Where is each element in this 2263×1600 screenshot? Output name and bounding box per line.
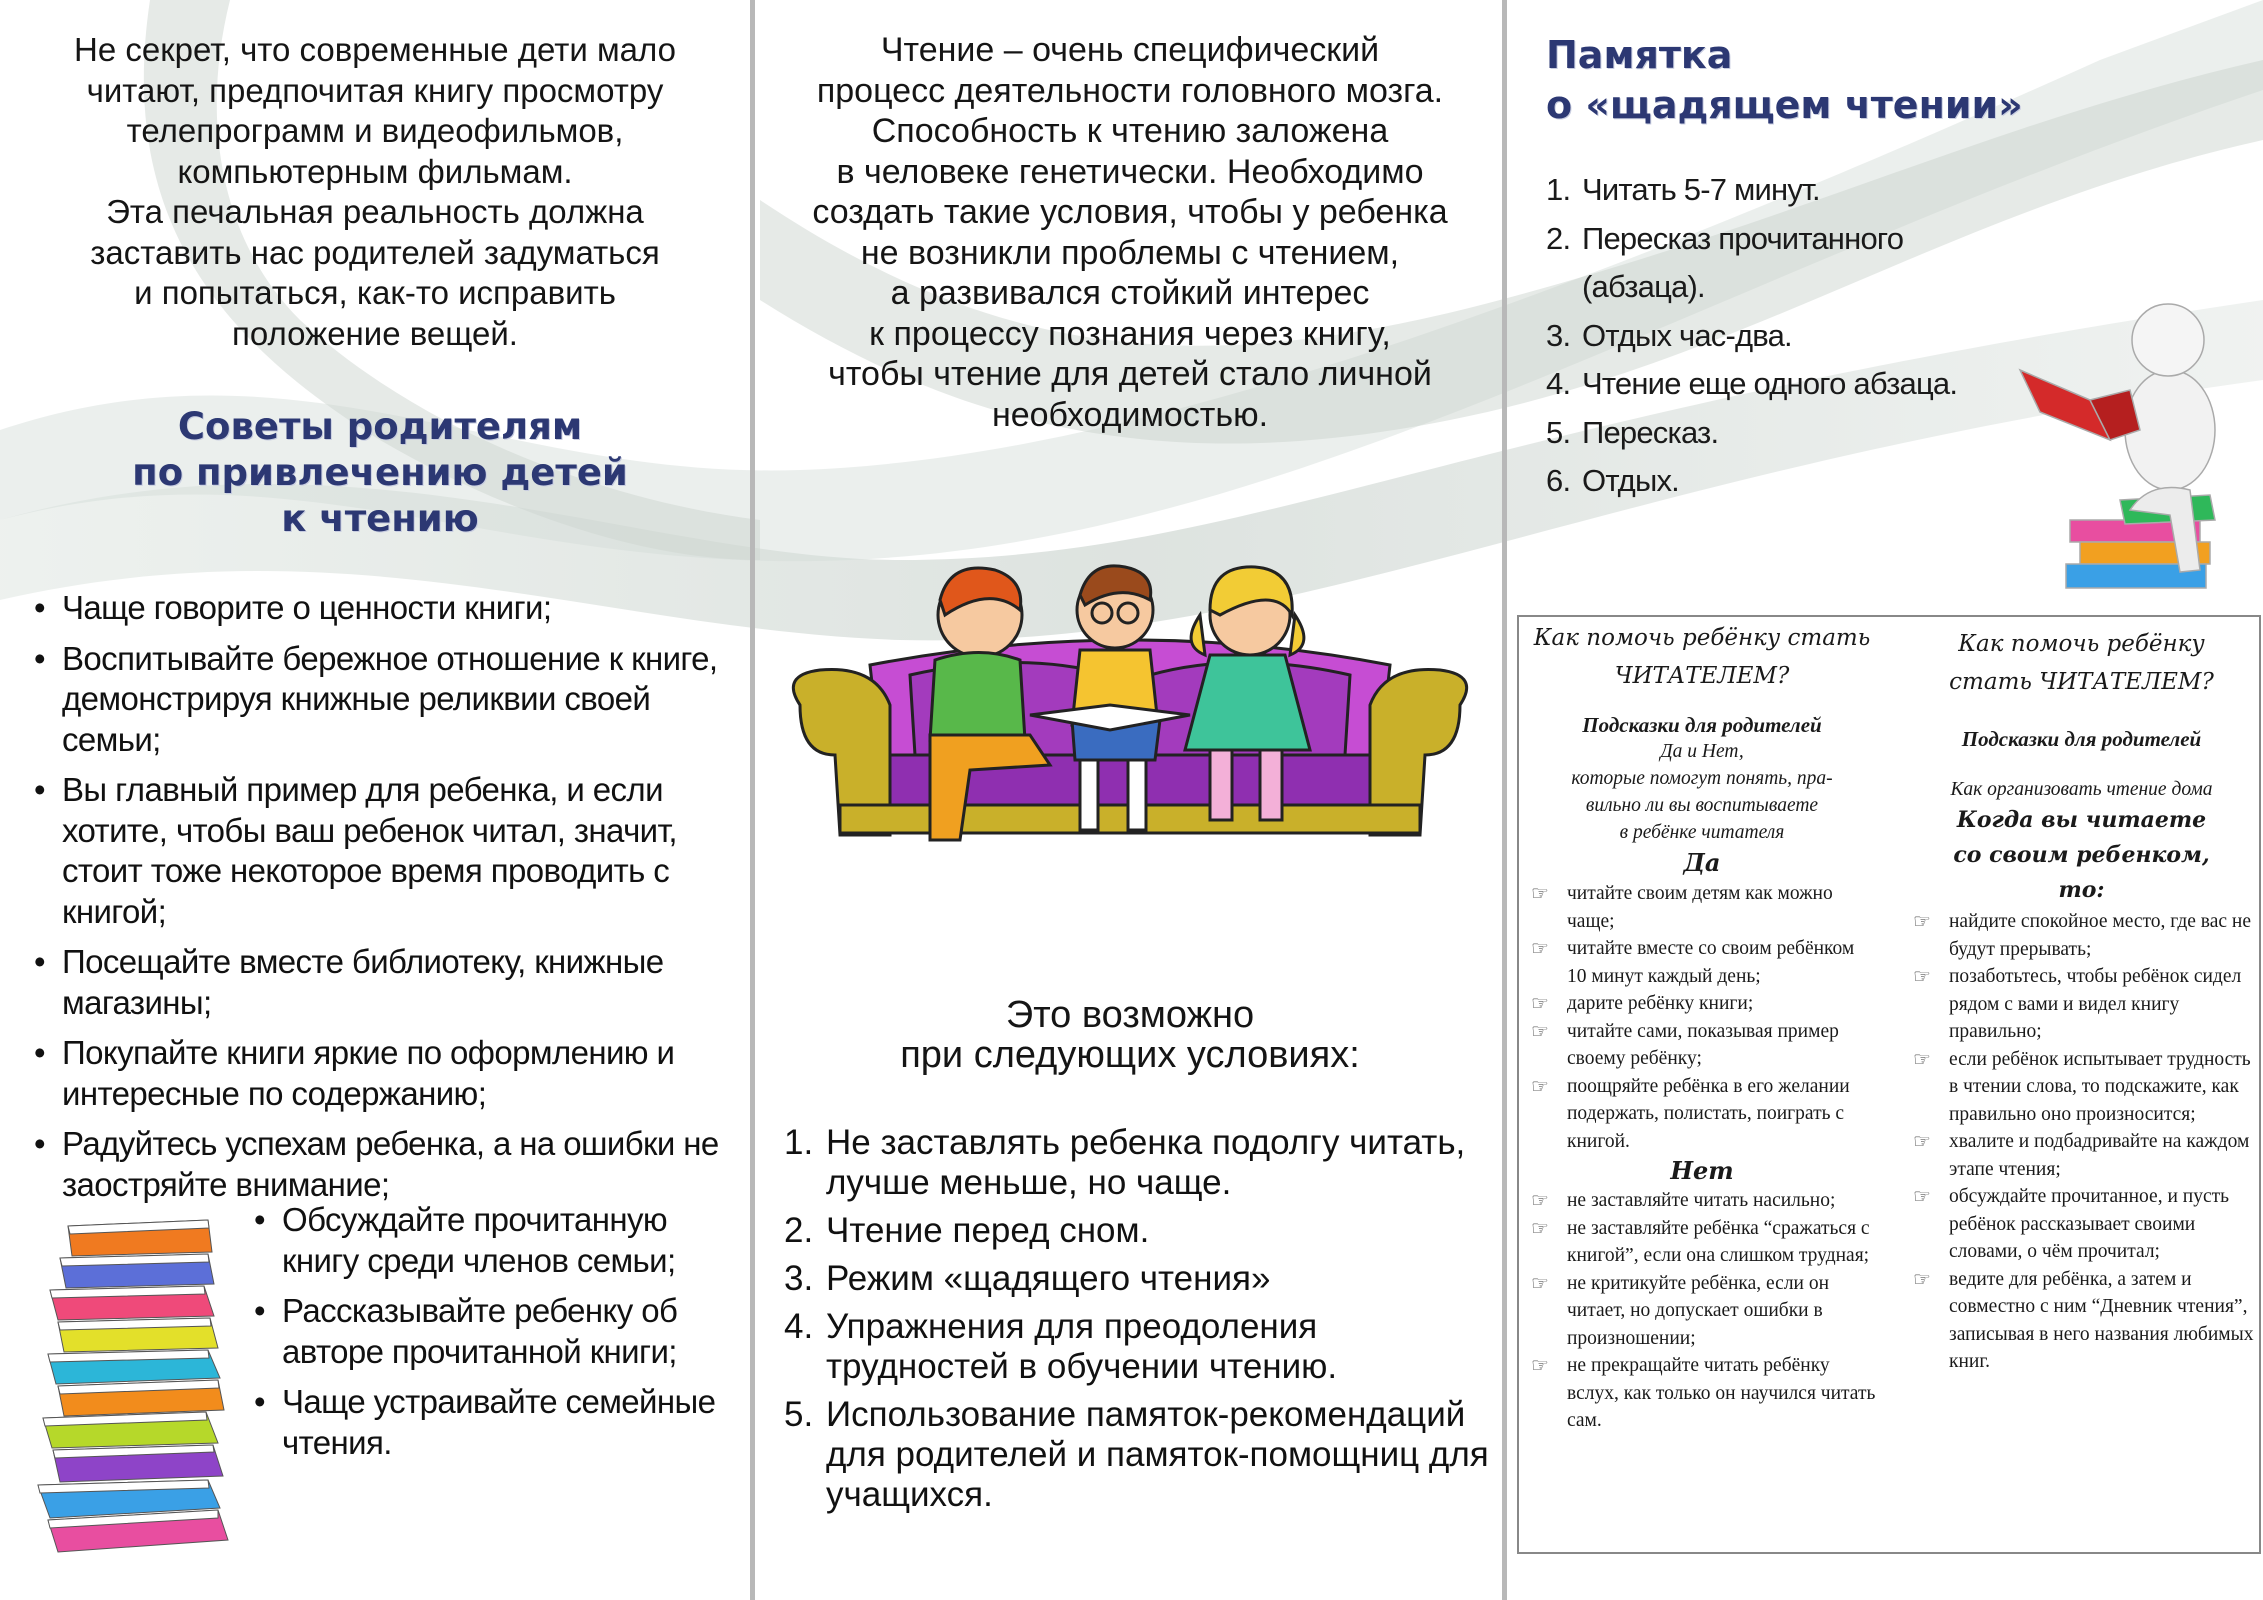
list-item: • Вы главный пример для ребенка, и если хотите, чтобы ваш ребенок читал, значит, стоит тоже некоторое время проводить с книгой; bbox=[32, 770, 737, 932]
list-item: ☞ читайте сами, показывая пример своему ребёнку; bbox=[1531, 1020, 1839, 1069]
list-item: ☞ не заставляйте читать насильно; bbox=[1527, 1187, 1877, 1215]
list-item: • Покупайте книги яркие по оформлению и интересные по содержанию; bbox=[32, 1033, 737, 1114]
list-item: ☞ хвалите и подбадривайте на каждом этапе чтения; bbox=[1913, 1131, 2250, 1180]
hint-subtitle: Да и Нет, которые помогут понять, пра- вильно ли вы воспитываете в ребёнке читателя bbox=[1571, 741, 1833, 843]
pointing-hand-icon: ☞ bbox=[1913, 1268, 1931, 1291]
pointing-hand-icon: ☞ bbox=[1913, 1186, 1931, 1208]
book-stack-illustration bbox=[28, 1200, 248, 1560]
conditions-title: Это возможно при следующих условиях: bbox=[900, 994, 1360, 1076]
list-item: 4. Упражнения для преодоления трудностей в обучении чтению. bbox=[784, 1307, 1338, 1386]
list-item: • Обсуждайте прочитанную книгу среди членов семьи; bbox=[252, 1200, 732, 1281]
hint-label: Подсказки для родителей bbox=[1961, 727, 2202, 751]
list-item: ☞ читайте вместе со своим ребёнком 10 минут каждый день; bbox=[1531, 938, 1855, 987]
list-item: 1. Не заставлять ребенка подолгу читать, лучше меньше, но чаще. bbox=[784, 1123, 1466, 1202]
middle-panel bbox=[760, 0, 1500, 1600]
pointing-hand-icon: ☞ bbox=[1531, 1217, 1549, 1240]
memo-steps bbox=[1546, 166, 1966, 506]
hint-label: Подсказки для родителей bbox=[1582, 713, 1822, 737]
panel-divider-left bbox=[750, 0, 755, 1600]
tips-column-right bbox=[1909, 617, 2254, 1376]
when-reading-label: Когда вы читаете со своим ребенком, то: bbox=[1953, 807, 2210, 903]
intro-text: Не секрет, что современные дети мало читают, предпочитая книгу просмотру телепрограмм и видеофильмов, компьютерным фильмам. Эта печальная реальность должна заставить нас родителей задуматься и попытаться, как-то исправить положение вещей. bbox=[74, 31, 676, 352]
list-item: 2. Пересказ прочитанного (абзаца). bbox=[1546, 220, 1904, 304]
list-item: • Чаще устраивайте семейные чтения. bbox=[252, 1382, 732, 1463]
list-item: ☞ поощряйте ребёнка в его желании подержать, полистать, поиграть с книгой. bbox=[1531, 1075, 1850, 1152]
list-item: ☞ дарите ребёнку книги; bbox=[1527, 990, 1877, 1018]
list-item: 3. Режим «щадящего чтения» bbox=[784, 1259, 1271, 1298]
list-item: ☞ не заставляйте ребёнка “сражаться с книгой”, если она слишком трудная; bbox=[1531, 1217, 1870, 1266]
list-item: ☞ не прекращайте читать ребёнку вслух, как только он научился читать сам. bbox=[1531, 1355, 1876, 1431]
list-item: ☞ обсуждайте прочитанное, и пусть ребёнок рассказывает своими словами, о чём прочитал; bbox=[1913, 1186, 2230, 1262]
list-item: 1. Читать 5-7 минут. bbox=[1546, 172, 1820, 207]
pointing-hand-icon: ☞ bbox=[1531, 938, 1549, 960]
reading-tips-list bbox=[1909, 908, 2254, 1376]
list-item: ☞ если ребёнок испытывает трудность в чтении слова, то подскажите, как правильно оно произносится; bbox=[1913, 1048, 2251, 1125]
panel-divider-right bbox=[1502, 0, 1507, 1600]
list-item: ☞ найдите спокойное место, где вас не будут прерывать; bbox=[1913, 911, 2252, 960]
hint-subtitle: Как организовать чтение дома bbox=[1950, 779, 2213, 800]
column-title: Как помочь ребёнку стать ЧИТАТЕЛЕМ? bbox=[1533, 625, 1871, 689]
list-item: 4. Чтение еще одного абзаца. bbox=[1546, 366, 1958, 401]
tips-list-extra bbox=[252, 1200, 732, 1473]
column-title: Как помочь ребёнку стать ЧИТАТЕЛЕМ? bbox=[1949, 631, 2214, 695]
list-item: • Радуйтесь успехам ребенка, а на ошибки не заостряйте внимание; bbox=[32, 1124, 737, 1205]
pointing-hand-icon: ☞ bbox=[1531, 1075, 1549, 1098]
list-item: • Воспитывайте бережное отношение к книге, демонстрируя книжные реликвии своей семьи; bbox=[32, 639, 737, 761]
pointing-hand-icon: ☞ bbox=[1531, 883, 1549, 905]
intro-text: Чтение – очень специфический процесс деятельности головного мозга. Способность к чтению заложена в человеке генетически. Необходимо создать такие условия, чтобы у ребенка не возникли проблемы с чтением, а развивался стойкий интерес к процессу познания через книгу, чтобы чтение для детей стало личной необходимостью. bbox=[812, 31, 1448, 434]
list-item: • Чаще говорите о ценности книги; bbox=[32, 588, 737, 629]
reading-tips-box bbox=[1517, 615, 2261, 1554]
tips-list bbox=[32, 588, 737, 1215]
list-item: 5. Пересказ. bbox=[1546, 414, 1719, 450]
memo-title: Памятка о «щадящем чтении» bbox=[1546, 33, 2023, 127]
pointing-hand-icon: ☞ bbox=[1913, 1048, 1931, 1071]
yes-label: Да bbox=[1683, 848, 1721, 877]
list-item: 3. Отдых час-два. bbox=[1546, 317, 1792, 353]
children-reading-illustration bbox=[780, 555, 1480, 855]
tips-heading: Советы родителям по привлечению детей к чтению bbox=[132, 405, 628, 540]
left-panel bbox=[0, 0, 750, 1600]
list-item: 2. Чтение перед сном. bbox=[784, 1211, 1150, 1250]
yes-list bbox=[1527, 880, 1877, 1155]
pointing-hand-icon: ☞ bbox=[1531, 1190, 1549, 1212]
pointing-hand-icon: ☞ bbox=[1913, 1131, 1931, 1153]
list-item: ☞ не критикуйте ребёнка, если он читает, но допускает ошибки в произношении; bbox=[1531, 1272, 1830, 1349]
pointing-hand-icon: ☞ bbox=[1531, 1272, 1549, 1295]
pointing-hand-icon: ☞ bbox=[1531, 993, 1549, 1015]
list-item: • Посещайте вместе библиотеку, книжные магазины; bbox=[32, 942, 737, 1023]
pointing-hand-icon: ☞ bbox=[1531, 1355, 1549, 1377]
list-item: ☞ позаботьтесь, чтобы ребёнок сидел рядом с вами и видел книгу правильно; bbox=[1913, 966, 2242, 1042]
conditions-list bbox=[784, 1123, 1494, 1523]
pointing-hand-icon: ☞ bbox=[1913, 966, 1931, 988]
list-item: • Рассказывайте ребенку об авторе прочитанной книги; bbox=[252, 1291, 732, 1372]
list-item: 5. Использование памяток-рекомендаций для родителей и памяток-помощниц для учащихся. bbox=[784, 1395, 1489, 1514]
tips-column-left bbox=[1527, 617, 1877, 1435]
list-item: ☞ ведите для ребёнка, а затем и совместно с ним “Дневник чтения”, записывая в него названия любимых книг. bbox=[1913, 1268, 2254, 1372]
pointing-hand-icon: ☞ bbox=[1531, 1020, 1549, 1043]
reading-figure-illustration bbox=[2000, 300, 2250, 600]
no-list bbox=[1527, 1187, 1877, 1435]
list-item: 6. Отдых. bbox=[1546, 463, 1679, 498]
pointing-hand-icon: ☞ bbox=[1913, 911, 1931, 933]
no-label: Нет bbox=[1670, 1156, 1734, 1185]
list-item: ☞ читайте своим детям как можно чаще; bbox=[1531, 883, 1833, 932]
